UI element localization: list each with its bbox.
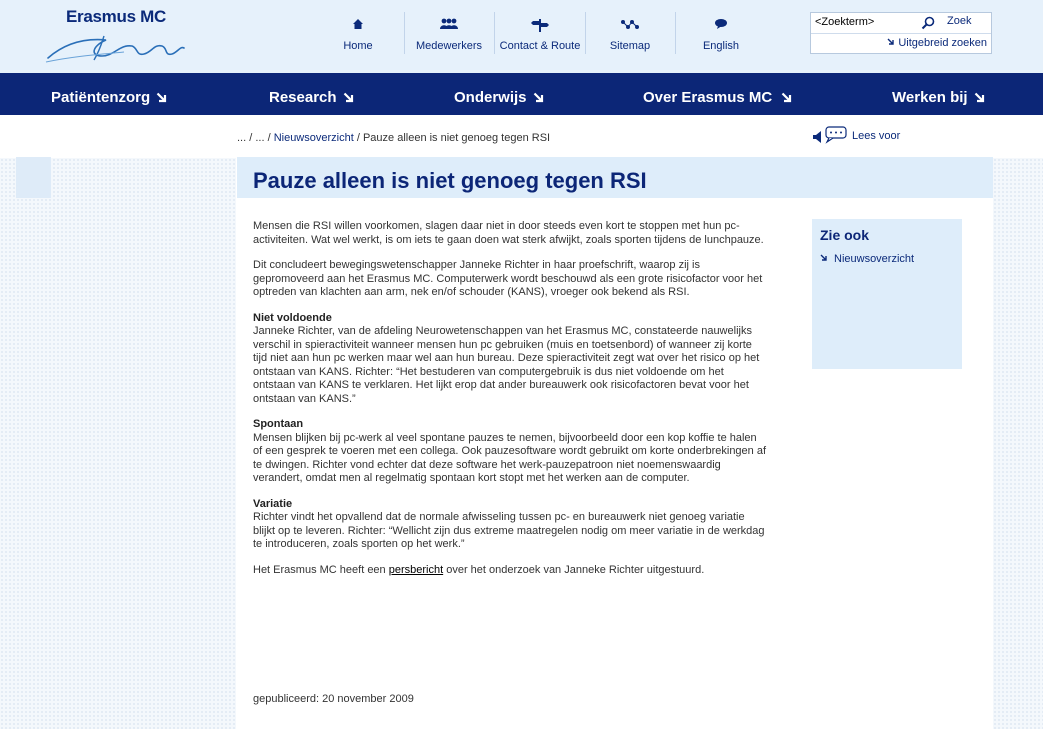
breadcrumb-separator: / (353, 132, 363, 144)
topnav-divider (494, 12, 495, 54)
press-release-link[interactable]: persbericht (388, 563, 444, 576)
topnav-sitemap[interactable] (604, 14, 656, 54)
sitemap-icon (604, 18, 656, 36)
people-icon (410, 18, 488, 36)
mainnav-label: Onderwijs (454, 89, 527, 106)
topnav-divider (675, 12, 676, 54)
topnav-english[interactable] (696, 14, 746, 54)
mainnav-werken-bij[interactable] (892, 89, 985, 107)
topnav-contact-route[interactable] (498, 14, 582, 54)
search-divider (811, 33, 991, 34)
topnav-home[interactable] (338, 14, 378, 54)
topnav-divider (404, 12, 405, 54)
advanced-search-label: Uitgebreid zoeken (898, 37, 987, 49)
arrow-down-right-icon (156, 90, 167, 107)
mainnav-label: Over Erasmus MC (643, 89, 773, 106)
signpost-icon (498, 18, 582, 36)
article-section (253, 312, 768, 407)
breadcrumb-ellipsis[interactable]: ... (237, 132, 247, 144)
topnav-medewerkers-label: Medewerkers (415, 40, 483, 52)
advanced-search-link[interactable] (887, 37, 987, 49)
see-also-item-label: Nieuwsoverzicht (834, 253, 915, 265)
topnav-medewerkers[interactable] (410, 14, 488, 54)
breadcrumb-current: Pauze alleen is niet genoeg tegen RSI (362, 132, 551, 144)
topnav-english-label: English (702, 40, 740, 52)
section-text: Janneke Richter, van de afdeling Neurowetenschappen van het Erasmus MC, constateerde nauwelijks verschil in spieractiviteit wanneer mensen hun pc gebruiken (muis en toetsenbord) of wanneer zij korte tijd niet aan hun pc werken maar wel aan hun bureau. Deze spieractiviteit zegt wat over het risico op het ontstaan van KANS. Richter: “Het bestuderen van computergebruik is dus niet voldoende om het ontstaan van KANS te verklaren. Het lijkt erop dat ander bureauwerk ook risicofactoren bevat voor het ontstaan van KANS.” (253, 325, 760, 405)
search-button[interactable]: Zoek (947, 15, 972, 27)
mainnav-label: Werken bij (892, 89, 968, 106)
closing-text: over het onderzoek van Janneke Richter uitgestuurd. (443, 563, 705, 576)
erasmus-mc-logo[interactable] (44, 6, 194, 66)
breadcrumb-separator: / (246, 132, 256, 144)
article-closing (253, 564, 768, 578)
section-heading: Spontaan (253, 418, 304, 430)
logo-script-graphic (44, 26, 194, 66)
breadcrumb-ellipsis[interactable]: ... (255, 132, 265, 144)
section-text: Mensen blijken bij pc-werk al veel spontane pauzes te nemen, bijvoorbeeld door een kop koffie te halen of een gesprek te voeren met een collega. Ook pauzesoftware wordt gebruikt om korte onderbrekingen af te dwingen. Richter vond echter dat deze software het werk-pauzepatroon niet noemenswaardig verandert, omdat men al regelmatig spontaan kort stopt met het werken aan de computer. (253, 431, 767, 484)
logo-text: Erasmus MC (66, 7, 166, 26)
breadcrumb-nieuwsoverzicht[interactable]: Nieuwsoverzicht (273, 132, 354, 144)
house-icon (338, 18, 378, 36)
closing-text: Het Erasmus MC heeft een (253, 563, 389, 576)
left-nav-box (16, 157, 51, 198)
left-background-pattern (0, 158, 236, 729)
arrow-down-right-icon (887, 38, 895, 46)
section-heading: Niet voldoende (253, 311, 332, 324)
section-text: Richter vindt het opvallend dat de normale afwisseling tussen pc- en bureauwerk niet genoeg variatie blijkt op te leveren. Richter: “Wellicht zijn dus extreme maatregelen nodig om meer variatie in de werkdag te introduceren, zoals sporten op het werk.” (253, 511, 765, 550)
search-box (810, 12, 992, 54)
topnav-home-label: Home (343, 40, 373, 52)
mainnav-label: Research (269, 89, 337, 106)
mainnav-patientenzorg[interactable] (51, 89, 167, 107)
mainnav-research[interactable] (269, 89, 354, 107)
section-heading: Variatie (253, 497, 293, 510)
published-date: gepubliceerd: 20 november 2009 (253, 693, 414, 705)
read-aloud-button[interactable] (812, 126, 901, 149)
see-also-title: Zie ook (820, 227, 870, 243)
see-also-box (812, 219, 962, 369)
article-section (253, 498, 768, 552)
arrow-down-right-icon (533, 90, 544, 107)
page-title: Pauze alleen is niet genoeg tegen RSI (253, 168, 647, 193)
article-body (253, 220, 768, 589)
article-section (253, 418, 768, 486)
topnav-contact-route-label: Contact & Route (499, 40, 581, 52)
speech-bubble-icon (696, 18, 746, 36)
breadcrumb-separator: / (264, 132, 274, 144)
breadcrumb (237, 132, 550, 144)
topnav-sitemap-label: Sitemap (609, 40, 651, 52)
arrow-down-right-icon (974, 90, 985, 107)
arrow-down-right-icon (781, 90, 792, 107)
arrow-down-right-icon (820, 253, 828, 265)
arrow-down-right-icon (343, 90, 354, 107)
topnav-divider (585, 12, 586, 54)
search-input[interactable] (815, 15, 915, 29)
article-intro: Mensen die RSI willen voorkomen, slagen daar niet in door steeds even kort te stoppen met hun pc-activiteiten. Wat wel werkt, is om iets te gaan doen wat sterk afwijkt, zoals sporten tijdens de lunchpauze. (253, 220, 764, 246)
site-header (0, 0, 1043, 73)
main-navigation (0, 73, 1043, 115)
speaker-icon (812, 126, 848, 146)
mainnav-onderwijs[interactable] (454, 89, 544, 107)
see-also-item-nieuwsoverzicht[interactable] (820, 253, 914, 265)
right-background-pattern (993, 158, 1043, 729)
read-aloud-label: Lees voor (852, 130, 901, 142)
article-intro: Dit concludeert bewegingswetenschapper Janneke Richter in haar proefschrift, waarop zij is gepromoveerd aan het Erasmus MC. Computerwerk wordt beschouwd als een grote risicofactor voor het optreden van klachten aan arm, nek en/of schouder (KANS), vroeger ook bekend als RSI. (253, 259, 763, 298)
mainnav-label: Patiëntenzorg (51, 89, 151, 106)
title-bar (237, 157, 993, 198)
mainnav-over-erasmus-mc[interactable] (643, 89, 792, 107)
